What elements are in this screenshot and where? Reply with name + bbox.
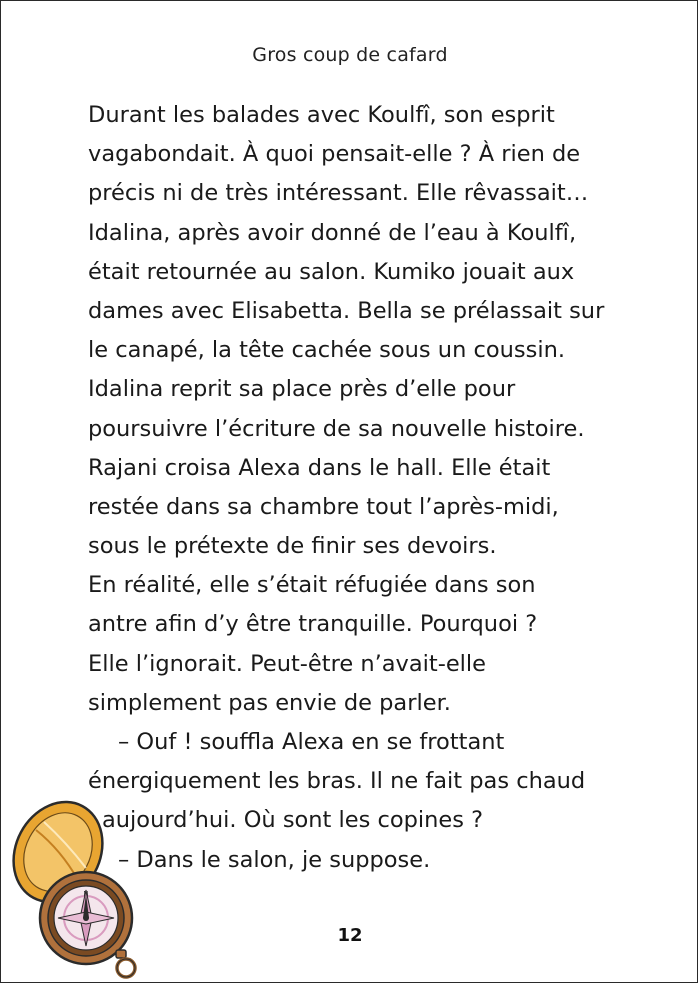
text-line: simplement pas envie de parler. — [88, 689, 451, 716]
running-head: Gros coup de cafard — [252, 44, 448, 66]
text-line: Idalina reprit sa place près d’elle pour — [88, 376, 516, 403]
compass-ring — [116, 950, 135, 977]
text-line: En réalité, elle s’était réfugiée dans son — [88, 572, 536, 599]
svg-text:N: N — [83, 890, 89, 898]
text-line: était retournée au salon. Kumiko jouait aux — [88, 258, 575, 285]
dialogue-line: énergiquement les bras. Il ne fait pas chaud — [88, 768, 586, 795]
text-line: poursuivre l’écriture de sa nouvelle histoire. — [88, 415, 585, 442]
text-line: précis ni de très intéressant. Elle rêvassait… — [88, 180, 589, 207]
dialogue-line: aujourd’hui. Où sont les copines ? — [102, 807, 484, 834]
text-line: Elle l’ignorait. Peut-être n’avait-elle — [88, 650, 487, 677]
text-line: dames avec Elisabetta. Bella se prélassait sur — [88, 297, 605, 324]
dialogue-line: – Ouf ! souffla Alexa en se frottant — [118, 729, 505, 755]
text-line: vagabondait. À quoi pensait-elle ? À rien de — [88, 141, 581, 168]
page-number: 12 — [337, 925, 363, 946]
text-line: Durant les balades avec Koulfî, son esprit — [88, 102, 555, 128]
dialogue-line: – Dans le salon, je suppose. — [118, 846, 431, 873]
text-line: Idalina, après avoir donné de l’eau à Koulfî, — [88, 219, 577, 246]
text-line: le canapé, la tête cachée sous un coussin. — [88, 337, 565, 364]
text-line: antre afin d’y être tranquille. Pourquoi ? — [88, 611, 538, 638]
text-line: Rajani croisa Alexa dans le hall. Elle était — [88, 454, 551, 481]
compass-icon — [6, 790, 156, 980]
text-line: sous le prétexte de finir ses devoirs. — [88, 533, 497, 560]
text-line: restée dans sa chambre tout l’après-midi, — [88, 493, 559, 520]
body-text — [88, 96, 608, 880]
